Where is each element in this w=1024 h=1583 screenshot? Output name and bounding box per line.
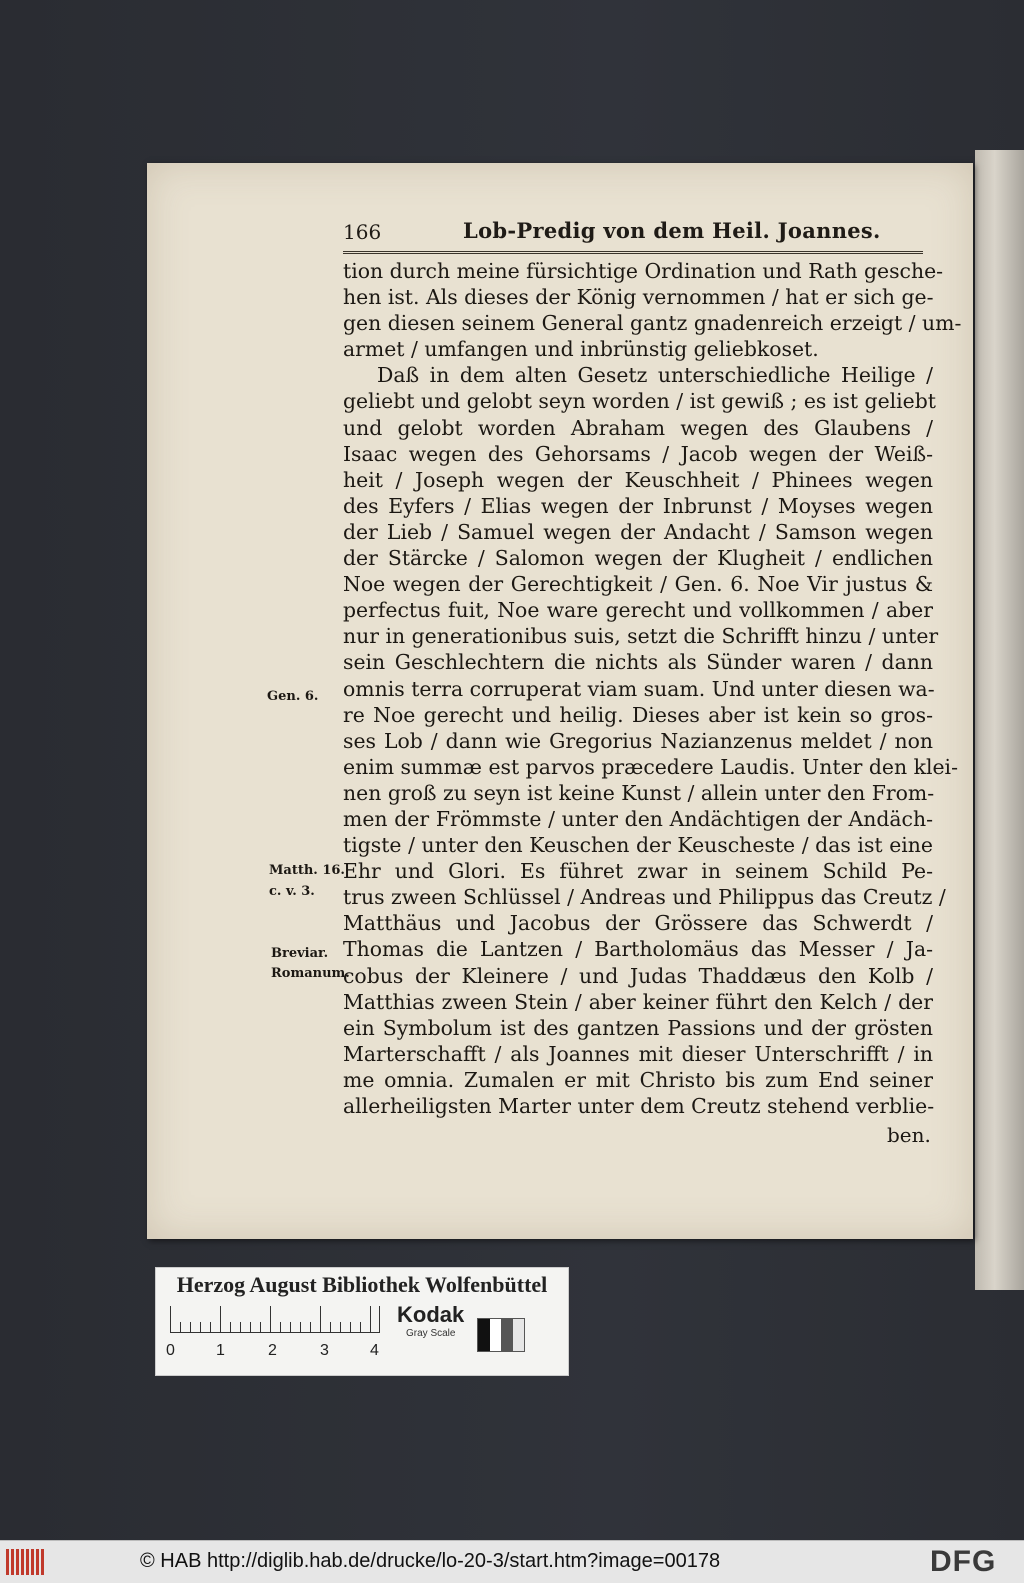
scale-tick [290,1322,291,1332]
margin-note-matth-verse: c. v. 3. [269,884,315,899]
text-line: geliebt und gelobt seyn worden / ist gewiß ; es ist geliebt [343,389,936,414]
scale-number: 0 [166,1342,175,1359]
text-line: cobus der Kleinere / und Judas Thaddæus den Kolb / [343,963,933,988]
text-line: heit / Joseph wegen der Keuschheit / Phinees wegen [343,467,933,492]
text-line: Matthias zween Stein / aber keiner führt den Kelch / der [343,989,933,1014]
text-line: nur in generationibus suis, setzt die Schrifft hinzu / unter [343,624,939,649]
text-line: nen groß zu seyn ist keine Kunst / allein unter den From- [343,780,935,805]
text-line: Matthäus und Jacobus der Grössere das Schwerdt / [343,911,933,936]
gray-swatch [490,1319,502,1351]
text-line: Daß in dem alten Gesetz unterschiedliche Heilige / [377,363,933,388]
text-line: Thomas die Lantzen / Bartholomäus das Messer / Ja- [343,937,933,962]
scale-tick [250,1322,251,1332]
scale-tick [180,1322,181,1332]
gray-swatch [513,1319,525,1351]
scale-tick [240,1322,241,1332]
scale-tick [350,1322,351,1332]
margin-note-matth: Matth. 16. [269,863,345,878]
barcode-icon [6,1549,46,1575]
page-number: 166 [343,220,382,244]
margin-note-romanum: Romanum. [271,966,350,981]
dfg-logo: DFG [930,1545,997,1578]
book-page [147,163,973,1239]
scale-tick [360,1322,361,1332]
scale-tick [230,1322,231,1332]
text-line: re Noe gerecht und heilig. Dieses aber ist kein so gros- [343,702,933,727]
text-line: gen diesen seinem General gantz gnadenreich erzeigt / um- [343,311,962,336]
body-text [343,258,962,1119]
scale-tick [300,1322,301,1332]
margin-note-breviar: Breviar. [271,946,329,961]
scale-tick [260,1322,261,1332]
scale-number: 4 [370,1342,379,1359]
text-line: enim summæ est parvos præcedere Laudis. Unter den klei- [343,754,958,779]
margin-note-gen: Gen. 6. [267,689,319,704]
text-line: der Lieb / Samuel wegen der Andacht / Samson wegen [343,519,933,544]
text-line: Isaac wegen des Gehorsams / Jacob wegen der Weiß- [343,441,933,466]
scale-tick [190,1322,191,1332]
library-name: Herzog August Bibliothek Wolfenbüttel [176,1272,548,1297]
text-line: Ehr und Glori. Es führet zwar in seinem Schild Pe- [343,859,933,884]
text-line: der Stärcke / Salomon wegen der Klugheit / endlichen [343,546,933,571]
scale-number: 1 [216,1342,225,1359]
scale-number: 3 [320,1342,329,1359]
scale-tick [280,1322,281,1332]
text-line: des Eyfers / Elias wegen der Inbrunst / Moyses wegen [343,493,933,518]
gray-scale-label: Gray Scale [406,1328,456,1339]
text-line: und gelobt worden Abraham wegen des Glaubens / [343,415,933,440]
scale-tick [200,1322,201,1332]
text-line: tion durch meine fürsichtige Ordination und Rath gesche- [343,259,944,283]
scale-tick [270,1306,271,1332]
text-line: armet / umfangen und inbrünstig geliebkoset. [343,337,819,362]
head-rule [343,251,923,254]
text-line: tigste / unter den Keuschen der Keuscheste / das ist eine [343,833,933,858]
library-color-card [155,1267,569,1376]
scale-tick [379,1306,380,1332]
text-line: omnis terra corruperat viam suam. Und unter diesen wa- [343,676,935,701]
text-line: trus zween Schlüssel / Andreas und Philippus das Creutz / [343,885,946,910]
text-line: perfectus fuit, Noe ware gerecht und vollkommen / aber [343,598,933,623]
gray-swatch [478,1319,490,1351]
scale-tick [330,1322,331,1332]
gray-swatch [501,1319,513,1351]
scale-tick [320,1306,321,1332]
text-line: men der Frömmste / unter den Andächtigen der Andäch- [343,806,933,831]
text-line: sein Geschlechtern die nichts als Sünder waren / dann [343,650,933,675]
kodak-logo: Kodak [397,1302,465,1327]
text-line: ses Lob / dann wie Gregorius Nazianzenus meldet / non [343,728,933,753]
scale-tick [220,1306,221,1332]
text-line: ein Symbolum ist des gantzen Passions und der grösten [343,1015,933,1040]
gray-swatches [477,1318,525,1352]
measurement-scale [170,1306,380,1333]
copyright-link[interactable]: © HAB http://diglib.hab.de/drucke/lo-20-3/start.htm?image=00178 [140,1550,721,1572]
scale-tick [310,1322,311,1332]
running-head-title: Lob-Predig von dem Heil. Joannes. [463,218,881,243]
scale-tick [210,1322,211,1332]
scale-tick [370,1306,371,1332]
text-line: allerheiligsten Marter unter dem Creutz stehend verblie- [343,1094,935,1118]
scale-tick [170,1306,171,1332]
text-line: Marterschafft / als Joannes mit dieser Unterschrifft / in [343,1041,933,1066]
text-line: me omnia. Zumalen er mit Christo bis zum End seiner [343,1067,933,1092]
running-head [343,218,943,248]
adjacent-page-edge [975,150,1024,1290]
text-line: hen ist. Als dieses der König vernommen / hat er sich ge- [343,285,934,310]
text-line: Noe wegen der Gerechtigkeit / Gen. 6. Noe Vir justus & [343,572,933,597]
scale-number: 2 [268,1342,277,1359]
catchword: ben. [887,1123,931,1147]
footer-bar [0,1540,1024,1583]
scale-tick [340,1322,341,1332]
